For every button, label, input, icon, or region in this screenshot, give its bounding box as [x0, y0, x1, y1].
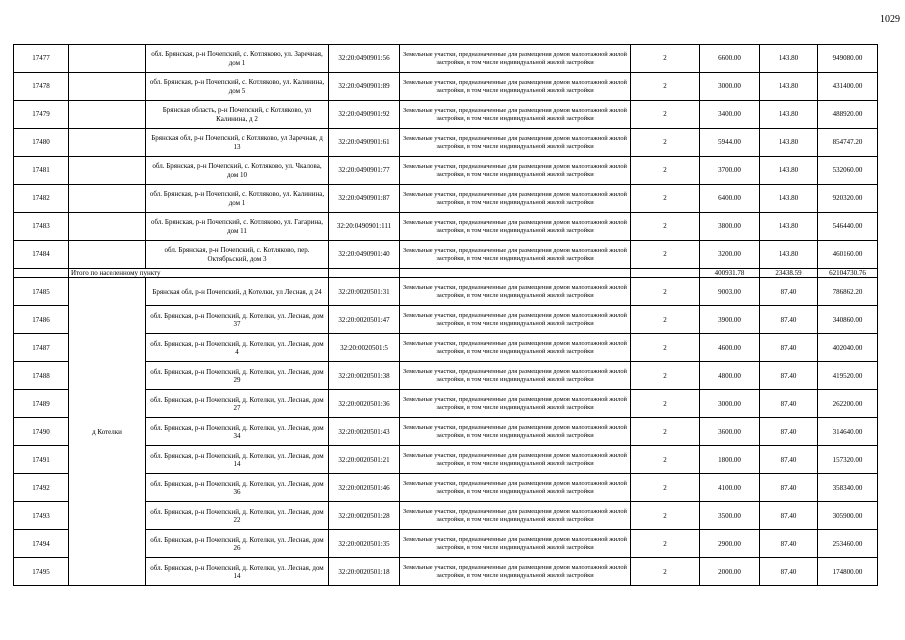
rate-cell: 87.40	[760, 362, 818, 390]
area-cell: 9003.00	[700, 278, 760, 306]
locality-cell	[69, 45, 146, 73]
address-cell: обл. Брянская, р-н Почепский, д. Котелки, ул. Лесная, дом 26	[146, 530, 329, 558]
area-cell: 5944.00	[700, 129, 760, 157]
cadastral-number: 32:20:0020501:46	[329, 474, 400, 502]
area-cell: 3000.00	[700, 390, 760, 418]
category-cell: 2	[631, 185, 700, 213]
land-use-cell: Земельные участки, предназначенные для размещения домов малоэтажной жилой застройки, в том числе индивидуальной жилой застройки	[400, 213, 631, 241]
table-row	[14, 241, 878, 269]
rate-cell: 87.40	[760, 502, 818, 530]
total-empty-cell	[14, 269, 69, 278]
total-value: 62104730.76	[818, 269, 878, 278]
cadastral-number: 32:20:0020501:35	[329, 530, 400, 558]
land-use-cell: Земельные участки, предназначенные для размещения домов малоэтажной жилой застройки, в том числе индивидуальной жилой застройки	[400, 334, 631, 362]
land-use-cell: Земельные участки, предназначенные для размещения домов малоэтажной жилой застройки, в том числе индивидуальной жилой застройки	[400, 446, 631, 474]
cadastral-number: 32:20:0020501:36	[329, 390, 400, 418]
cadastral-number: 32:20:0020501:47	[329, 306, 400, 334]
table-row	[14, 45, 878, 73]
land-use-cell: Земельные участки, предназначенные для размещения домов малоэтажной жилой застройки, в том числе индивидуальной жилой застройки	[400, 45, 631, 73]
area-cell: 6400.00	[700, 185, 760, 213]
rate-cell: 87.40	[760, 334, 818, 362]
row-number: 17486	[14, 306, 69, 334]
area-cell: 6600.00	[700, 45, 760, 73]
land-use-cell: Земельные участки, предназначенные для размещения домов малоэтажной жилой застройки, в том числе индивидуальной жилой застройки	[400, 129, 631, 157]
rate-cell: 87.40	[760, 474, 818, 502]
table-row	[14, 185, 878, 213]
value-cell: 157320.00	[818, 446, 878, 474]
table-row	[14, 129, 878, 157]
rate-cell: 143.80	[760, 101, 818, 129]
cadastral-number: 32:20:0020501:28	[329, 502, 400, 530]
value-cell: 546440.00	[818, 213, 878, 241]
value-cell: 431400.00	[818, 73, 878, 101]
rate-cell: 143.80	[760, 73, 818, 101]
category-cell: 2	[631, 129, 700, 157]
area-cell: 3700.00	[700, 157, 760, 185]
locality-cell	[69, 185, 146, 213]
rate-cell: 143.80	[760, 241, 818, 269]
cadastral-number: 32:20:0490901:77	[329, 157, 400, 185]
rate-cell: 143.80	[760, 213, 818, 241]
category-cell: 2	[631, 45, 700, 73]
category-cell: 2	[631, 73, 700, 101]
rate-cell: 87.40	[760, 390, 818, 418]
row-number: 17479	[14, 101, 69, 129]
area-cell: 2900.00	[700, 530, 760, 558]
value-cell: 174800.00	[818, 558, 878, 586]
address-cell: Брянская обл, р-н Почепский, с Котляково, ул Заречная, д 13	[146, 129, 329, 157]
land-use-cell: Земельные участки, предназначенные для размещения домов малоэтажной жилой застройки, в том числе индивидуальной жилой застройки	[400, 306, 631, 334]
area-cell: 4100.00	[700, 474, 760, 502]
locality-cell	[69, 129, 146, 157]
rate-cell: 87.40	[760, 306, 818, 334]
land-use-cell: Земельные участки, предназначенные для размещения домов малоэтажной жилой застройки, в том числе индивидуальной жилой застройки	[400, 73, 631, 101]
area-cell: 3800.00	[700, 213, 760, 241]
address-cell: обл. Брянская, р-н Почепский, д. Котелки, ул. Лесная, дом 27	[146, 390, 329, 418]
value-cell: 340860.00	[818, 306, 878, 334]
land-use-cell: Земельные участки, предназначенные для размещения домов малоэтажной жилой застройки, в том числе индивидуальной жилой застройки	[400, 362, 631, 390]
address-cell: Брянская обл, р-н Почепский, д Котелки, ул Лесная, д 24	[146, 278, 329, 306]
table-row	[14, 101, 878, 129]
address-cell: обл. Брянская, р-н Почепский, д. Котелки, ул. Лесная, дом 37	[146, 306, 329, 334]
value-cell: 488920.00	[818, 101, 878, 129]
area-cell: 3500.00	[700, 502, 760, 530]
land-use-cell: Земельные участки, предназначенные для размещения домов малоэтажной жилой застройки, в том числе индивидуальной жилой застройки	[400, 474, 631, 502]
address-cell: Брянская область, р-н Почепский, с Котляково, ул Калинина, д 2	[146, 101, 329, 129]
value-cell: 253460.00	[818, 530, 878, 558]
cadastral-number: 32:20:0490901:92	[329, 101, 400, 129]
value-cell: 460160.00	[818, 241, 878, 269]
category-cell: 2	[631, 334, 700, 362]
cadastral-number: 32:20:0490901:89	[329, 73, 400, 101]
row-number: 17477	[14, 45, 69, 73]
row-number: 17491	[14, 446, 69, 474]
row-number: 17488	[14, 362, 69, 390]
row-number: 17490	[14, 418, 69, 446]
row-number: 17489	[14, 390, 69, 418]
row-number: 17483	[14, 213, 69, 241]
category-cell: 2	[631, 418, 700, 446]
rate-cell: 87.40	[760, 558, 818, 586]
value-cell: 358340.00	[818, 474, 878, 502]
locality-cell	[69, 157, 146, 185]
rate-cell: 87.40	[760, 418, 818, 446]
value-cell: 402040.00	[818, 334, 878, 362]
value-cell: 532060.00	[818, 157, 878, 185]
rate-cell: 143.80	[760, 157, 818, 185]
address-cell: обл. Брянская, р-н Почепский, с. Котляково, ул. Гагарина, дом 11	[146, 213, 329, 241]
locality-cell	[69, 213, 146, 241]
address-cell: обл. Брянская, р-н Почепский, с. Котляково, ул. Калинина, дом 5	[146, 73, 329, 101]
address-cell: обл. Брянская, р-н Почепский, д. Котелки, ул. Лесная, дом 14	[146, 446, 329, 474]
category-cell: 2	[631, 390, 700, 418]
land-use-cell: Земельные участки, предназначенные для размещения домов малоэтажной жилой застройки, в том числе индивидуальной жилой застройки	[400, 278, 631, 306]
total-empty-cell	[400, 269, 631, 278]
land-use-cell: Земельные участки, предназначенные для размещения домов малоэтажной жилой застройки, в том числе индивидуальной жилой застройки	[400, 157, 631, 185]
rate-cell: 87.40	[760, 446, 818, 474]
cadastral-number: 32:20:0490901:61	[329, 129, 400, 157]
row-number: 17495	[14, 558, 69, 586]
address-cell: обл. Брянская, р-н Почепский, д. Котелки, ул. Лесная, дом 14	[146, 558, 329, 586]
row-number: 17494	[14, 530, 69, 558]
land-use-cell: Земельные участки, предназначенные для размещения домов малоэтажной жилой застройки, в том числе индивидуальной жилой застройки	[400, 558, 631, 586]
rate-cell: 143.80	[760, 185, 818, 213]
cadastral-number: 32:20:0020501:5	[329, 334, 400, 362]
row-number: 17481	[14, 157, 69, 185]
cadastral-number: 32:20:0020501:38	[329, 362, 400, 390]
land-use-cell: Земельные участки, предназначенные для размещения домов малоэтажной жилой застройки, в том числе индивидуальной жилой застройки	[400, 241, 631, 269]
address-cell: обл. Брянская, р-н Почепский, д. Котелки, ул. Лесная, дом 36	[146, 474, 329, 502]
address-cell: обл. Брянская, р-н Почепский, с. Котляково, пер. Октябрьский, дом 3	[146, 241, 329, 269]
address-cell: обл. Брянская, р-н Почепский, д. Котелки, ул. Лесная, дом 29	[146, 362, 329, 390]
category-cell: 2	[631, 241, 700, 269]
row-number: 17485	[14, 278, 69, 306]
rate-cell: 143.80	[760, 45, 818, 73]
category-cell: 2	[631, 446, 700, 474]
cadastral-number: 32:20:0020501:21	[329, 446, 400, 474]
table-row	[14, 157, 878, 185]
address-cell: обл. Брянская, р-н Почепский, с. Котляково, ул. Чкалова, дом 10	[146, 157, 329, 185]
category-cell: 2	[631, 213, 700, 241]
value-cell: 419520.00	[818, 362, 878, 390]
area-cell: 3400.00	[700, 101, 760, 129]
address-cell: обл. Брянская, р-н Почепский, с. Котляково, ул. Заречная, дом 1	[146, 45, 329, 73]
locality-cell	[69, 241, 146, 269]
total-rate: 23438.59	[760, 269, 818, 278]
row-number: 17493	[14, 502, 69, 530]
row-number: 17484	[14, 241, 69, 269]
category-cell: 2	[631, 362, 700, 390]
area-cell: 3200.00	[700, 241, 760, 269]
value-cell: 949080.00	[818, 45, 878, 73]
cadastral-number: 32:20:0490901:56	[329, 45, 400, 73]
land-use-cell: Земельные участки, предназначенные для размещения домов малоэтажной жилой застройки, в том числе индивидуальной жилой застройки	[400, 185, 631, 213]
cadastral-number: 32:20:0020501:18	[329, 558, 400, 586]
area-cell: 1800.00	[700, 446, 760, 474]
category-cell: 2	[631, 530, 700, 558]
category-cell: 2	[631, 474, 700, 502]
row-number: 17492	[14, 474, 69, 502]
row-number: 17480	[14, 129, 69, 157]
land-use-cell: Земельные участки, предназначенные для размещения домов малоэтажной жилой застройки, в том числе индивидуальной жилой застройки	[400, 101, 631, 129]
category-cell: 2	[631, 502, 700, 530]
cadastral-number: 32:20:0020501:43	[329, 418, 400, 446]
total-empty-cell	[631, 269, 700, 278]
locality-cell	[69, 101, 146, 129]
value-cell: 920320.00	[818, 185, 878, 213]
land-use-cell: Земельные участки, предназначенные для размещения домов малоэтажной жилой застройки, в том числе индивидуальной жилой застройки	[400, 530, 631, 558]
total-row	[14, 269, 878, 278]
total-label: Итого по населенному пункту	[69, 269, 329, 278]
value-cell: 786862.20	[818, 278, 878, 306]
category-cell: 2	[631, 306, 700, 334]
cadastral-number: 32:20:0020501:31	[329, 278, 400, 306]
rate-cell: 87.40	[760, 278, 818, 306]
total-area: 400931.78	[700, 269, 760, 278]
cadastral-number: 32:20:0490901:40	[329, 241, 400, 269]
category-cell: 2	[631, 101, 700, 129]
row-number: 17482	[14, 185, 69, 213]
area-cell: 3000.00	[700, 73, 760, 101]
total-empty-cell	[329, 269, 400, 278]
cadastral-number: 32:20:0490901:87	[329, 185, 400, 213]
value-cell: 854747.20	[818, 129, 878, 157]
land-use-cell: Земельные участки, предназначенные для размещения домов малоэтажной жилой застройки, в том числе индивидуальной жилой застройки	[400, 418, 631, 446]
locality-name: д Котелки	[69, 278, 146, 586]
row-number: 17478	[14, 73, 69, 101]
locality-cell	[69, 73, 146, 101]
table-row	[14, 213, 878, 241]
cadastral-value-table	[13, 44, 878, 586]
table-body	[14, 45, 878, 586]
area-cell: 4800.00	[700, 362, 760, 390]
category-cell: 2	[631, 278, 700, 306]
table-row	[14, 278, 878, 306]
rate-cell: 87.40	[760, 530, 818, 558]
category-cell: 2	[631, 157, 700, 185]
land-use-cell: Земельные участки, предназначенные для размещения домов малоэтажной жилой застройки, в том числе индивидуальной жилой застройки	[400, 390, 631, 418]
category-cell: 2	[631, 558, 700, 586]
land-use-cell: Земельные участки, предназначенные для размещения домов малоэтажной жилой застройки, в том числе индивидуальной жилой застройки	[400, 502, 631, 530]
value-cell: 314640.00	[818, 418, 878, 446]
page-number: 1029	[880, 14, 900, 25]
area-cell: 4600.00	[700, 334, 760, 362]
area-cell: 3600.00	[700, 418, 760, 446]
cadastral-number: 32:20:0490901:111	[329, 213, 400, 241]
table-row	[14, 73, 878, 101]
address-cell: обл. Брянская, р-н Почепский, д. Котелки, ул. Лесная, дом 34	[146, 418, 329, 446]
value-cell: 262200.00	[818, 390, 878, 418]
rate-cell: 143.80	[760, 129, 818, 157]
address-cell: обл. Брянская, р-н Почепский, с. Котляково, ул. Калинина, дом 1	[146, 185, 329, 213]
value-cell: 305900.00	[818, 502, 878, 530]
address-cell: обл. Брянская, р-н Почепский, д. Котелки, ул. Лесная, дом 22	[146, 502, 329, 530]
area-cell: 3900.00	[700, 306, 760, 334]
area-cell: 2000.00	[700, 558, 760, 586]
address-cell: обл. Брянская, р-н Почепский, д. Котелки, ул. Лесная, дом 4	[146, 334, 329, 362]
row-number: 17487	[14, 334, 69, 362]
